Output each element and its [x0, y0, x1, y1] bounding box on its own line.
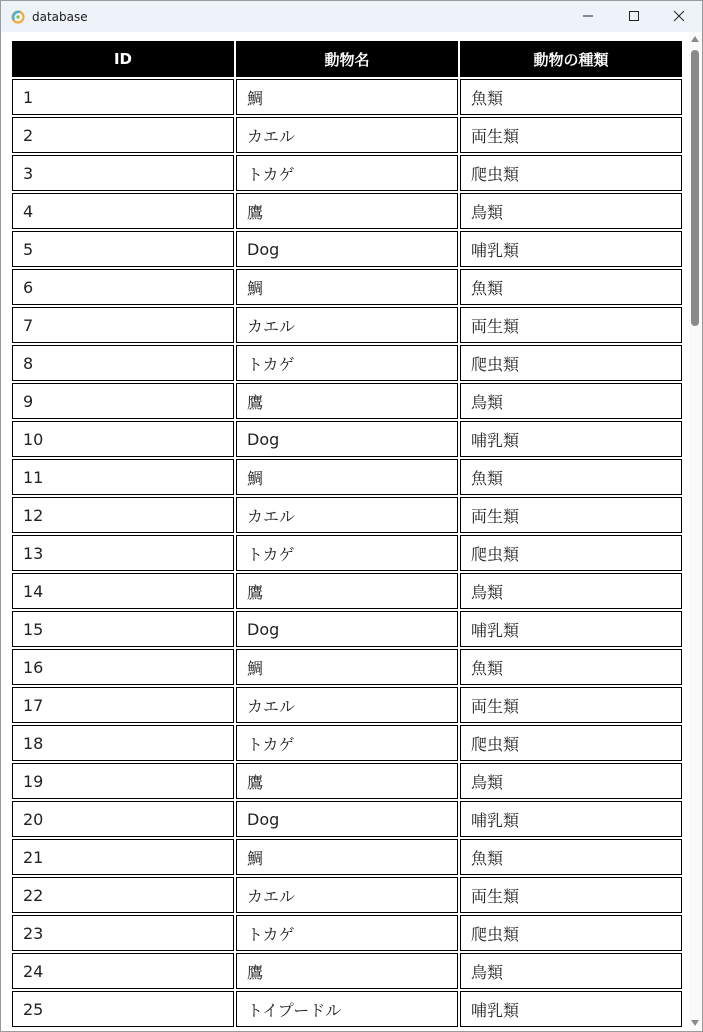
- cell-animal-type[interactable]: 爬虫類: [460, 155, 682, 191]
- cell-id[interactable]: 11: [12, 459, 234, 495]
- table-row[interactable]: [12, 497, 682, 533]
- cell-animal-name[interactable]: Dog: [236, 231, 458, 267]
- table-row[interactable]: [12, 459, 682, 495]
- cell-animal-name[interactable]: カエル: [236, 497, 458, 533]
- cell-id[interactable]: 18: [12, 725, 234, 761]
- table-row[interactable]: [12, 877, 682, 913]
- cell-animal-name[interactable]: カエル: [236, 307, 458, 343]
- cell-id[interactable]: 25: [12, 991, 234, 1027]
- cell-animal-type[interactable]: 爬虫類: [460, 915, 682, 951]
- table-view: [1, 32, 689, 1032]
- cell-animal-type[interactable]: 爬虫類: [460, 725, 682, 761]
- cell-animal-type[interactable]: 両生類: [460, 497, 682, 533]
- cell-id[interactable]: 8: [12, 345, 234, 381]
- cell-animal-type[interactable]: 爬虫類: [460, 345, 682, 381]
- cell-animal-name[interactable]: トカゲ: [236, 155, 458, 191]
- table-body: [12, 79, 682, 1027]
- cell-animal-type[interactable]: 両生類: [460, 687, 682, 723]
- vertical-scrollbar[interactable]: [689, 32, 702, 1032]
- cell-animal-type[interactable]: 魚類: [460, 459, 682, 495]
- scroll-up-arrow-icon[interactable]: [691, 36, 699, 42]
- table-row[interactable]: [12, 573, 682, 609]
- table-row[interactable]: [12, 117, 682, 153]
- table-row[interactable]: [12, 231, 682, 267]
- cell-animal-type[interactable]: 魚類: [460, 839, 682, 875]
- cell-animal-type[interactable]: 哺乳類: [460, 421, 682, 457]
- cell-id[interactable]: 20: [12, 801, 234, 837]
- table-row[interactable]: [12, 383, 682, 419]
- cell-id[interactable]: 12: [12, 497, 234, 533]
- cell-id[interactable]: 10: [12, 421, 234, 457]
- minimize-icon: [582, 7, 594, 26]
- cell-id[interactable]: 3: [12, 155, 234, 191]
- cell-animal-name[interactable]: カエル: [236, 117, 458, 153]
- cell-id[interactable]: 5: [12, 231, 234, 267]
- cell-id[interactable]: 14: [12, 573, 234, 609]
- table-row[interactable]: [12, 649, 682, 685]
- cell-animal-type[interactable]: 哺乳類: [460, 801, 682, 837]
- cell-id[interactable]: 1: [12, 79, 234, 115]
- cell-animal-name[interactable]: 鯛: [236, 839, 458, 875]
- animal-table: [10, 39, 684, 1029]
- cell-animal-name[interactable]: 鷹: [236, 193, 458, 229]
- cell-id[interactable]: 23: [12, 915, 234, 951]
- table-header-row: [12, 41, 682, 77]
- cell-animal-type[interactable]: 鳥類: [460, 573, 682, 609]
- column-header-id[interactable]: ID: [12, 41, 234, 77]
- cell-id[interactable]: 21: [12, 839, 234, 875]
- minimize-button[interactable]: [565, 1, 611, 32]
- cell-animal-name[interactable]: 鯛: [236, 269, 458, 305]
- app-logo-icon: [11, 9, 25, 23]
- table-row[interactable]: [12, 763, 682, 799]
- cell-animal-type[interactable]: 哺乳類: [460, 991, 682, 1027]
- cell-animal-name[interactable]: Dog: [236, 801, 458, 837]
- table-row[interactable]: [12, 155, 682, 191]
- cell-animal-type[interactable]: 哺乳類: [460, 231, 682, 267]
- cell-animal-name[interactable]: トイプードル: [236, 991, 458, 1027]
- table-row[interactable]: [12, 535, 682, 571]
- table-row[interactable]: [12, 953, 682, 989]
- cell-id[interactable]: 13: [12, 535, 234, 571]
- title-bar[interactable]: [1, 1, 702, 32]
- table-row[interactable]: [12, 801, 682, 837]
- cell-animal-name[interactable]: 鯛: [236, 79, 458, 115]
- cell-animal-name[interactable]: 鯛: [236, 459, 458, 495]
- cell-animal-name[interactable]: 鷹: [236, 763, 458, 799]
- maximize-icon: [628, 7, 640, 26]
- cell-id[interactable]: 2: [12, 117, 234, 153]
- cell-animal-type[interactable]: 鳥類: [460, 953, 682, 989]
- table-row[interactable]: [12, 421, 682, 457]
- cell-id[interactable]: 9: [12, 383, 234, 419]
- cell-animal-name[interactable]: トカゲ: [236, 915, 458, 951]
- cell-animal-name[interactable]: 鷹: [236, 953, 458, 989]
- table-row[interactable]: [12, 991, 682, 1027]
- cell-animal-name[interactable]: 鷹: [236, 383, 458, 419]
- cell-id[interactable]: 24: [12, 953, 234, 989]
- scroll-down-arrow-icon[interactable]: [691, 1020, 699, 1026]
- cell-animal-type[interactable]: 鳥類: [460, 383, 682, 419]
- close-button[interactable]: [656, 1, 702, 32]
- close-icon: [673, 7, 685, 26]
- table-row[interactable]: [12, 611, 682, 647]
- cell-id[interactable]: 6: [12, 269, 234, 305]
- cell-animal-name[interactable]: トカゲ: [236, 535, 458, 571]
- cell-id[interactable]: 7: [12, 307, 234, 343]
- cell-animal-type[interactable]: 両生類: [460, 117, 682, 153]
- cell-animal-name[interactable]: Dog: [236, 611, 458, 647]
- cell-id[interactable]: 4: [12, 193, 234, 229]
- table-row[interactable]: [12, 269, 682, 305]
- maximize-button[interactable]: [611, 1, 657, 32]
- table-row[interactable]: [12, 79, 682, 115]
- cell-id[interactable]: 19: [12, 763, 234, 799]
- table-row[interactable]: [12, 725, 682, 761]
- cell-id[interactable]: 15: [12, 611, 234, 647]
- cell-animal-type[interactable]: 両生類: [460, 877, 682, 913]
- cell-animal-type[interactable]: 哺乳類: [460, 611, 682, 647]
- column-header-animal-name[interactable]: 動物名: [236, 41, 458, 77]
- table-row[interactable]: [12, 307, 682, 343]
- table-row[interactable]: [12, 345, 682, 381]
- cell-animal-name[interactable]: Dog: [236, 421, 458, 457]
- cell-animal-type[interactable]: 鳥類: [460, 193, 682, 229]
- scrollbar-thumb[interactable]: [691, 50, 699, 326]
- cell-animal-name[interactable]: トカゲ: [236, 725, 458, 761]
- table-row[interactable]: [12, 915, 682, 951]
- cell-animal-name[interactable]: カエル: [236, 877, 458, 913]
- cell-animal-type[interactable]: 両生類: [460, 307, 682, 343]
- cell-animal-name[interactable]: 鯛: [236, 649, 458, 685]
- cell-id[interactable]: 16: [12, 649, 234, 685]
- cell-animal-type[interactable]: 鳥類: [460, 763, 682, 799]
- table-row[interactable]: [12, 687, 682, 723]
- cell-id[interactable]: 17: [12, 687, 234, 723]
- cell-animal-type[interactable]: 魚類: [460, 269, 682, 305]
- table-row[interactable]: [12, 839, 682, 875]
- cell-animal-name[interactable]: トカゲ: [236, 345, 458, 381]
- cell-animal-type[interactable]: 爬虫類: [460, 535, 682, 571]
- column-header-animal-type[interactable]: 動物の種類: [460, 41, 682, 77]
- cell-animal-type[interactable]: 魚類: [460, 79, 682, 115]
- cell-id[interactable]: 22: [12, 877, 234, 913]
- cell-animal-name[interactable]: カエル: [236, 687, 458, 723]
- table-row[interactable]: [12, 193, 682, 229]
- cell-animal-type[interactable]: 魚類: [460, 649, 682, 685]
- window-title: database: [32, 10, 88, 24]
- cell-animal-name[interactable]: 鷹: [236, 573, 458, 609]
